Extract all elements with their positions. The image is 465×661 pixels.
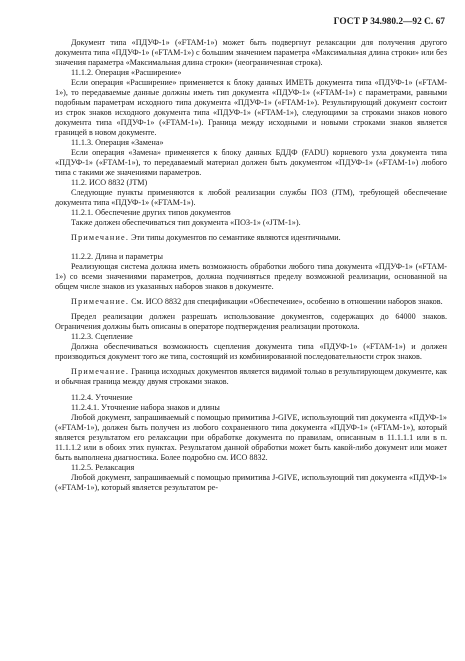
section-heading-11-1-2: 11.1.2. Операция «Расширение» <box>71 68 182 78</box>
paragraph-length-parameters: Реализующая система должна иметь возможность обработки любого типа документа «ПДУФ-1» («FTAM-1») со всеми значениями параметров, должна подчиняться пределу возможной реализации, основанной на общем числе знаков из указанных наборов знаков в документе. <box>55 262 447 292</box>
paragraph-other-types: Также должен обеспечиваться тип документа «ПОЗ-1» («JTM-1»). <box>71 218 301 228</box>
section-heading-11-2-4: 11.2.4. Уточнение <box>71 392 133 402</box>
paragraph-jtm-scope: Следующие пункты применяются к любой реализации службы ПОЗ (JTM), требующей обеспечение документа типа «ПДУФ-1» («FTAM-1»). <box>55 188 447 208</box>
note-label: Примечание. <box>71 297 130 307</box>
section-heading-11-2-4-1: 11.2.4.1. Уточнение набора знаков и длины <box>71 402 220 412</box>
note-text: Граница исходных документов является видимой только в результирующем документе, как и обычная граница между двумя строками знаков. <box>55 367 447 387</box>
section-heading-11-2-2: 11.2.2. Длина и параметры <box>71 252 163 262</box>
note-iso-8832 <box>55 297 447 307</box>
document-page <box>55 16 447 493</box>
paragraph-extend-operation: Если операция «Расширение» применяется к блоку данных ИМЕТЬ документа типа «ПДУФ-1» («FTAM-1»), то передаваемые данные должны иметь тип документа «ПДУФ-1» («FTAM-1») с параметрами, равными подобным параметрам исходного типа документа «ПДУФ-1» («FTAM-1»). Результирующий документ состоит из строк знаков исходного документа типа «ПДУФ-1» («FTAM-1»), следующими за строками знаков нового документа типа «ПДУФ-1» («FTAM-1»). Граница между исходными и новыми строками знаков является границей в новом документе. <box>55 78 447 138</box>
section-heading-11-2-1: 11.2.1. Обеспечение других типов документов <box>71 208 231 218</box>
page-header: ГОСТ Р 34.980.2—92 С. 67 <box>333 17 445 27</box>
paragraph-relaxation-intro: Документ типа «ПДУФ-1» («FTAM-1») может быть подвергнут релаксации для получения другого документа типа «ПДУФ-1» («FTAM-1») с большим значением параметра «Максимальная длина строки» или без значения параметра «Максимальная длина строки» (неограниченная строка). <box>55 38 447 68</box>
section-heading-11-2: 11.2. ИСО 8832 (JTM) <box>71 178 148 188</box>
note-text: См. ИСО 8832 для спецификации «Обеспечение», особенно в отношении наборов знаков. <box>131 297 443 307</box>
note-document-boundary <box>55 367 447 387</box>
section-heading-11-2-5: 11.2.5. Релаксация <box>71 462 135 472</box>
paragraph-relaxation: Любой документ, запрашиваемый с помощью примитива J-GIVE, использующий тип документа «ПДУФ-1» («FTAM-1»), который является результатом ре- <box>55 472 447 492</box>
paragraph-refinement: Любой документ, запрашиваемый с помощью примитива J-GIVE, использующий тип документа «ПДУФ-1» («FTAM-1»), должен быть получен из любого сохраненного типа документа «ПДУФ-1» («FTAM-1»), который является результатом его релаксации при обработке документа по правилам, описанным в 11.1.1.1 или в п. 11.1.1.2 или в обоих этих пунктах. Результатом данной обработки может быть какой-либо документ или может быть выполнена диагностика. Более подробно см. ИСО 8832. <box>55 412 447 462</box>
section-heading-11-1-3: 11.1.3. Операция «Замена» <box>71 138 164 148</box>
paragraph-replace-operation: Если операция «Замена» применяется к блоку данных БДДФ (FADU) корневого узла документа типа «ПДУФ-1» («FTAM-1»), то передаваемый материал должен быть документом «ПДУФ-1» («FTAM-1») любого типа с такими же значениями параметров. <box>55 148 447 178</box>
note-label: Примечание. <box>71 233 130 243</box>
paragraph-implementation-limit: Предел реализации должен разрешать использование документов, содержащих до 64000 знаков. Ограничения должны быть описаны в операторе подтверждения реализации протокола. <box>55 312 447 332</box>
note-label: Примечание. <box>71 367 130 377</box>
section-heading-11-2-3: 11.2.3. Сцепление <box>71 332 133 342</box>
note-identical-types <box>55 233 447 243</box>
note-text: Эти типы документов по семантике являются идентичными. <box>131 233 341 243</box>
paragraph-concatenation: Должна обеспечиваться возможность сцепления документа типа «ПДУФ-1» («FTAM-1») и должен производиться документ того же типа, состоящий из комбинированной последовательности строк знаков. <box>55 342 447 362</box>
